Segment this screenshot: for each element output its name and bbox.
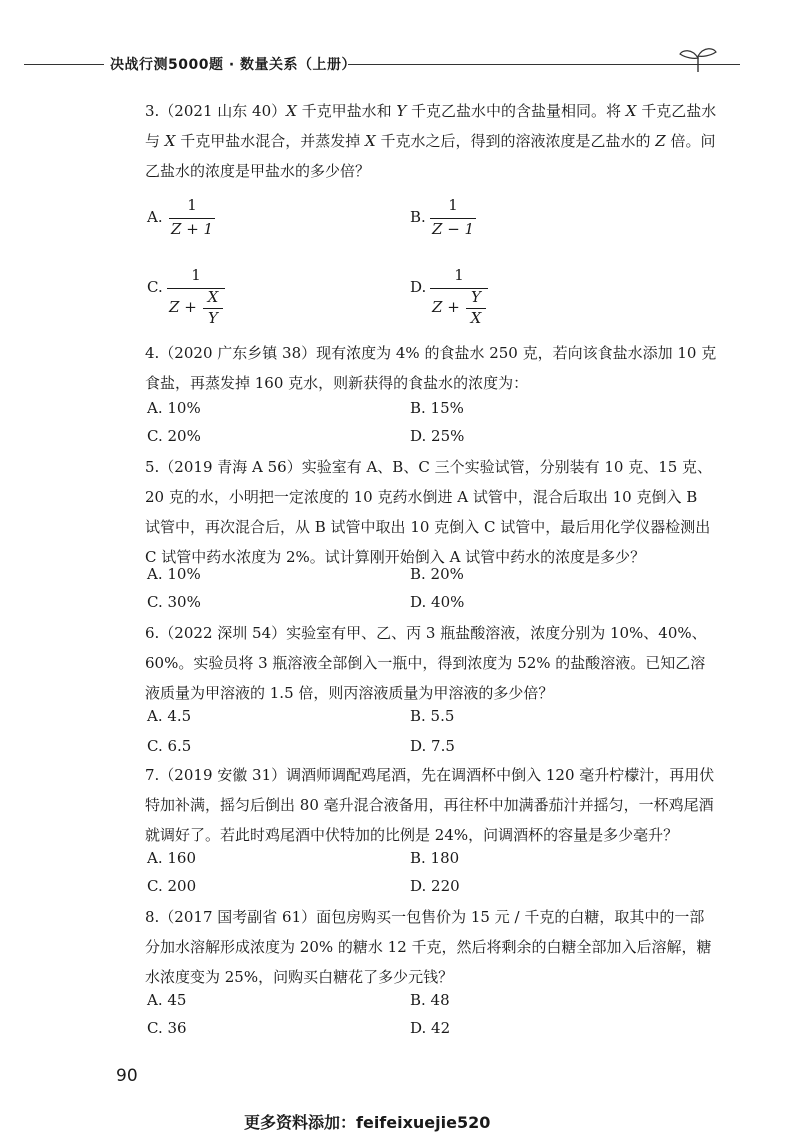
inner-denominator: Y — [208, 309, 218, 327]
q4-option-d: D. 25% — [410, 427, 465, 445]
fraction-numerator: 1 — [448, 196, 458, 214]
question-7-stem: 7.（2019 安徽 31）调酒师调配鸡尾酒，先在调酒杯中倒入 120 毫升柠檬汁，再用伏特加补满，摇匀后倒出 80 毫升混合液备用，再往杯中加满番茄汁并摇匀，一杯鸡尾酒就调好了。若此时鸡尾酒中伏特加的比例是 24%，问调酒杯的容量是多少毫升？ — [145, 766, 715, 844]
q3-option-d: D. 1 Z + Y X — [410, 266, 550, 332]
q7-option-a: A. 160 — [147, 849, 196, 867]
q4-option-c: C. 20% — [147, 427, 201, 445]
sprout-icon — [676, 44, 720, 74]
running-header — [0, 44, 800, 84]
q8-option-a: A. 45 — [147, 991, 187, 1009]
fraction-numerator: 1 — [454, 266, 464, 284]
q5-option-b: B. 20% — [410, 565, 464, 583]
inner-numerator: Y — [471, 288, 481, 306]
fraction-numerator: 1 — [187, 196, 197, 214]
q8-option-c: C. 36 — [147, 1019, 187, 1037]
q8-option-b: B. 48 — [410, 991, 450, 1009]
q5-option-a: A. 10% — [147, 565, 201, 583]
inner-numerator: X — [207, 288, 219, 306]
q8-option-d: D. 42 — [410, 1019, 451, 1037]
question-5-stem: 5.（2019 青海 A 56）实验室有 A、B、C 三个实验试管，分别装有 10 克、15 克、20 克的水，小明把一定浓度的 10 克药水倒进 A 试管中，混合后取出 10 克倒入 B 试管中，再次混合后，从 B 试管中取出 10 克倒入 C 试管中，最后用化学仪器检测出 C 试管中药水浓度为 2%。试计算刚开始倒入 A 试管中药水的浓度是多少？ — [145, 458, 713, 566]
q4-option-a: A. 10% — [147, 399, 201, 417]
q3-option-c: C. 1 Z + X Y — [147, 266, 287, 332]
question-6-stem: 6.（2022 深圳 54）实验室有甲、乙、丙 3 瓶盐酸溶液，浓度分别为 10%、40%、60%。实验员将 3 瓶溶液全部倒入一瓶中，得到浓度为 52% 的盐酸溶液。已知乙溶液质量为甲溶液的 1.5 倍，则丙溶液质量为甲溶液的多少倍？ — [145, 624, 707, 702]
question-4-stem: 4.（2020 广东乡镇 38）现有浓度为 4% 的食盐水 250 克，若向该食盐水添加 10 克食盐，再蒸发掉 160 克水，则新获得的食盐水的浓度为： — [145, 344, 717, 392]
header-rule-left — [24, 64, 104, 65]
fraction-numerator: 1 — [191, 266, 201, 284]
q3-option-a: A. 1 Z + 1 — [147, 196, 214, 238]
q6-option-d: D. 7.5 — [410, 737, 455, 755]
book-title: 决战行测5000题 · 数量关系（上册） — [110, 57, 357, 73]
fraction-denominator: Z − 1 — [432, 220, 475, 238]
q7-option-b: B. 180 — [410, 849, 460, 867]
q4-option-b: B. 15% — [410, 399, 464, 417]
q6-option-b: B. 5.5 — [410, 707, 455, 725]
fraction-denominator: Z + 1 — [171, 220, 214, 238]
page-number: 90 — [116, 1066, 138, 1086]
question-8-stem: 8.（2017 国考副省 61）面包房购买一包售价为 15 元 / 千克的白糖，取其中的一部分加水溶解形成浓度为 20% 的糖水 12 千克，然后将剩余的白糖全部加入后溶解，糖水浓度变为 25%，问购买白糖花了多少元钱？ — [145, 908, 712, 986]
inner-denominator: X — [470, 309, 482, 327]
footer-note: 更多资料添加：feifeixuejie520 — [244, 1113, 491, 1132]
q6-option-c: C. 6.5 — [147, 737, 192, 755]
q7-option-c: C. 200 — [147, 877, 197, 895]
q3-option-b: B. 1 Z − 1 — [410, 196, 475, 238]
q5-option-d: D. 40% — [410, 593, 465, 611]
q6-option-a: A. 4.5 — [147, 707, 192, 725]
q7-option-d: D. 220 — [410, 877, 460, 895]
q5-option-c: C. 30% — [147, 593, 201, 611]
question-3-stem: 3.（2021 山东 40）X 千克甲盐水和 Y 千克乙盐水中的含盐量相同。将 X 千克乙盐水与 X 千克甲盐水混合，并蒸发掉 X 千克水之后，得到的溶液浓度是乙盐水的 Z 倍。问乙盐水的浓度是甲盐水的多少倍？ — [145, 102, 717, 180]
